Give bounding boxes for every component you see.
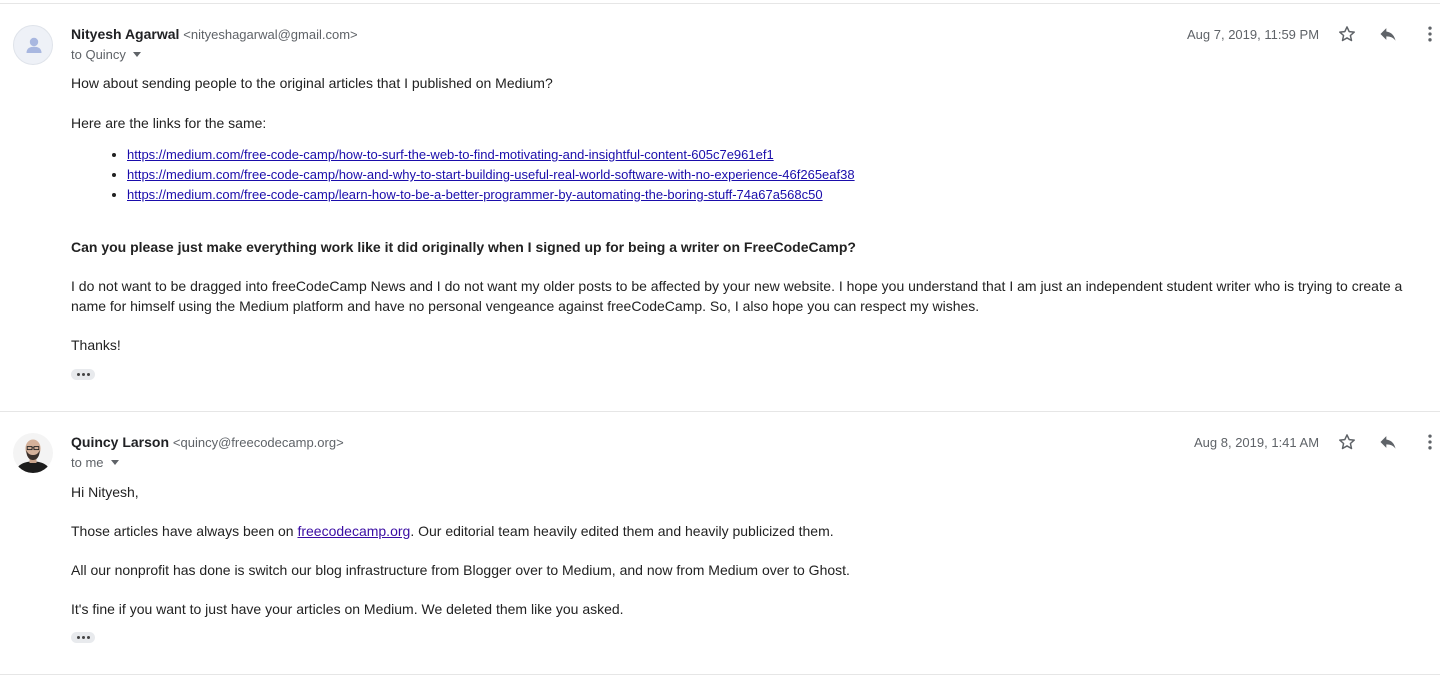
avatar[interactable]	[13, 433, 53, 473]
sender-name[interactable]: Quincy Larson	[71, 434, 170, 450]
recipients-label: to Quincy	[71, 47, 126, 62]
star-button[interactable]	[1335, 430, 1359, 454]
recipients-toggle[interactable]	[71, 47, 141, 62]
message-header	[71, 26, 358, 42]
list-item	[127, 185, 855, 205]
chevron-down-icon	[111, 460, 119, 465]
show-trimmed-button[interactable]	[71, 632, 95, 643]
body-paragraph-1	[71, 523, 834, 539]
body-question: Can you please just make everything work like it did originally when I signed up for being a writer on FreeCodeCamp?	[71, 239, 856, 255]
person-icon	[14, 26, 53, 65]
avatar[interactable]	[13, 25, 53, 65]
message-date: Aug 8, 2019, 1:41 AM	[1194, 435, 1320, 450]
more-vert-icon	[1420, 432, 1440, 452]
bottom-divider	[0, 674, 1440, 675]
more-horiz-icon	[77, 636, 80, 639]
star-icon	[1337, 24, 1357, 44]
links-list	[71, 145, 855, 205]
article-link-2[interactable]: https://medium.com/free-code-camp/how-and-why-to-start-building-useful-real-world-software-with-no-experience-46f265eaf38	[127, 167, 855, 182]
body-paragraph: I do not want to be dragged into freeCodeCamp News and I do not want my older posts to be affected by your new website. I hope you understand that I am just an independent student writer who is trying to create a name for himself using the Medium platform and have no personal vengeance against freeCodeCamp. So, I also hope you can respect my wishes.	[71, 278, 1403, 314]
reply-button[interactable]	[1376, 430, 1400, 454]
star-icon	[1337, 432, 1357, 452]
dot	[87, 636, 90, 639]
article-link-1[interactable]: https://medium.com/free-code-camp/how-to-surf-the-web-to-find-motivating-and-insightful-content-605c7e961ef1	[127, 147, 774, 162]
profile-photo-icon	[13, 433, 53, 473]
sender-email: <quincy@freecodecamp.org>	[172, 435, 344, 450]
body-signoff: Thanks!	[71, 337, 121, 353]
more-vert-icon	[1420, 24, 1440, 44]
body-intro: How about sending people to the original articles that I published on Medium?	[71, 75, 553, 91]
show-trimmed-button[interactable]	[71, 369, 95, 380]
top-divider	[0, 3, 1440, 4]
more-options-button[interactable]	[1418, 22, 1442, 46]
sender-name[interactable]: Nityesh Agarwal	[71, 26, 180, 42]
dot	[82, 636, 85, 639]
recipients-label: to me	[71, 455, 104, 470]
more-options-button[interactable]	[1418, 430, 1442, 454]
list-item	[127, 165, 855, 185]
reply-button[interactable]	[1376, 22, 1400, 46]
body-greeting: Hi Nityesh,	[71, 484, 139, 500]
message-header	[71, 434, 344, 450]
dot	[82, 373, 85, 376]
article-link-3[interactable]: https://medium.com/free-code-camp/learn-how-to-be-a-better-programmer-by-automating-the-boring-stuff-74a67a568c50	[127, 187, 823, 202]
text-segment: . Our editorial team heavily edited them and heavily publicized them.	[410, 523, 834, 539]
text-segment: Those articles have always been on	[71, 523, 298, 539]
message-divider	[0, 411, 1440, 412]
reply-icon	[1378, 432, 1398, 452]
body-paragraph-3: It's fine if you want to just have your articles on Medium. We deleted them like you asked.	[71, 601, 624, 617]
list-item	[127, 145, 855, 165]
body-paragraph-2: All our nonprofit has done is switch our blog infrastructure from Blogger over to Medium, and now from Medium over to Ghost.	[71, 562, 850, 578]
recipients-toggle[interactable]	[71, 455, 119, 470]
chevron-down-icon	[133, 52, 141, 57]
more-horiz-icon	[77, 373, 80, 376]
reply-icon	[1378, 24, 1398, 44]
dot	[87, 373, 90, 376]
freecodecamp-link[interactable]: freecodecamp.org	[297, 523, 411, 539]
star-button[interactable]	[1335, 22, 1359, 46]
sender-email: <nityeshagarwal@gmail.com>	[183, 27, 358, 42]
message-date: Aug 7, 2019, 11:59 PM	[1187, 27, 1320, 42]
body-links-intro: Here are the links for the same:	[71, 115, 267, 131]
